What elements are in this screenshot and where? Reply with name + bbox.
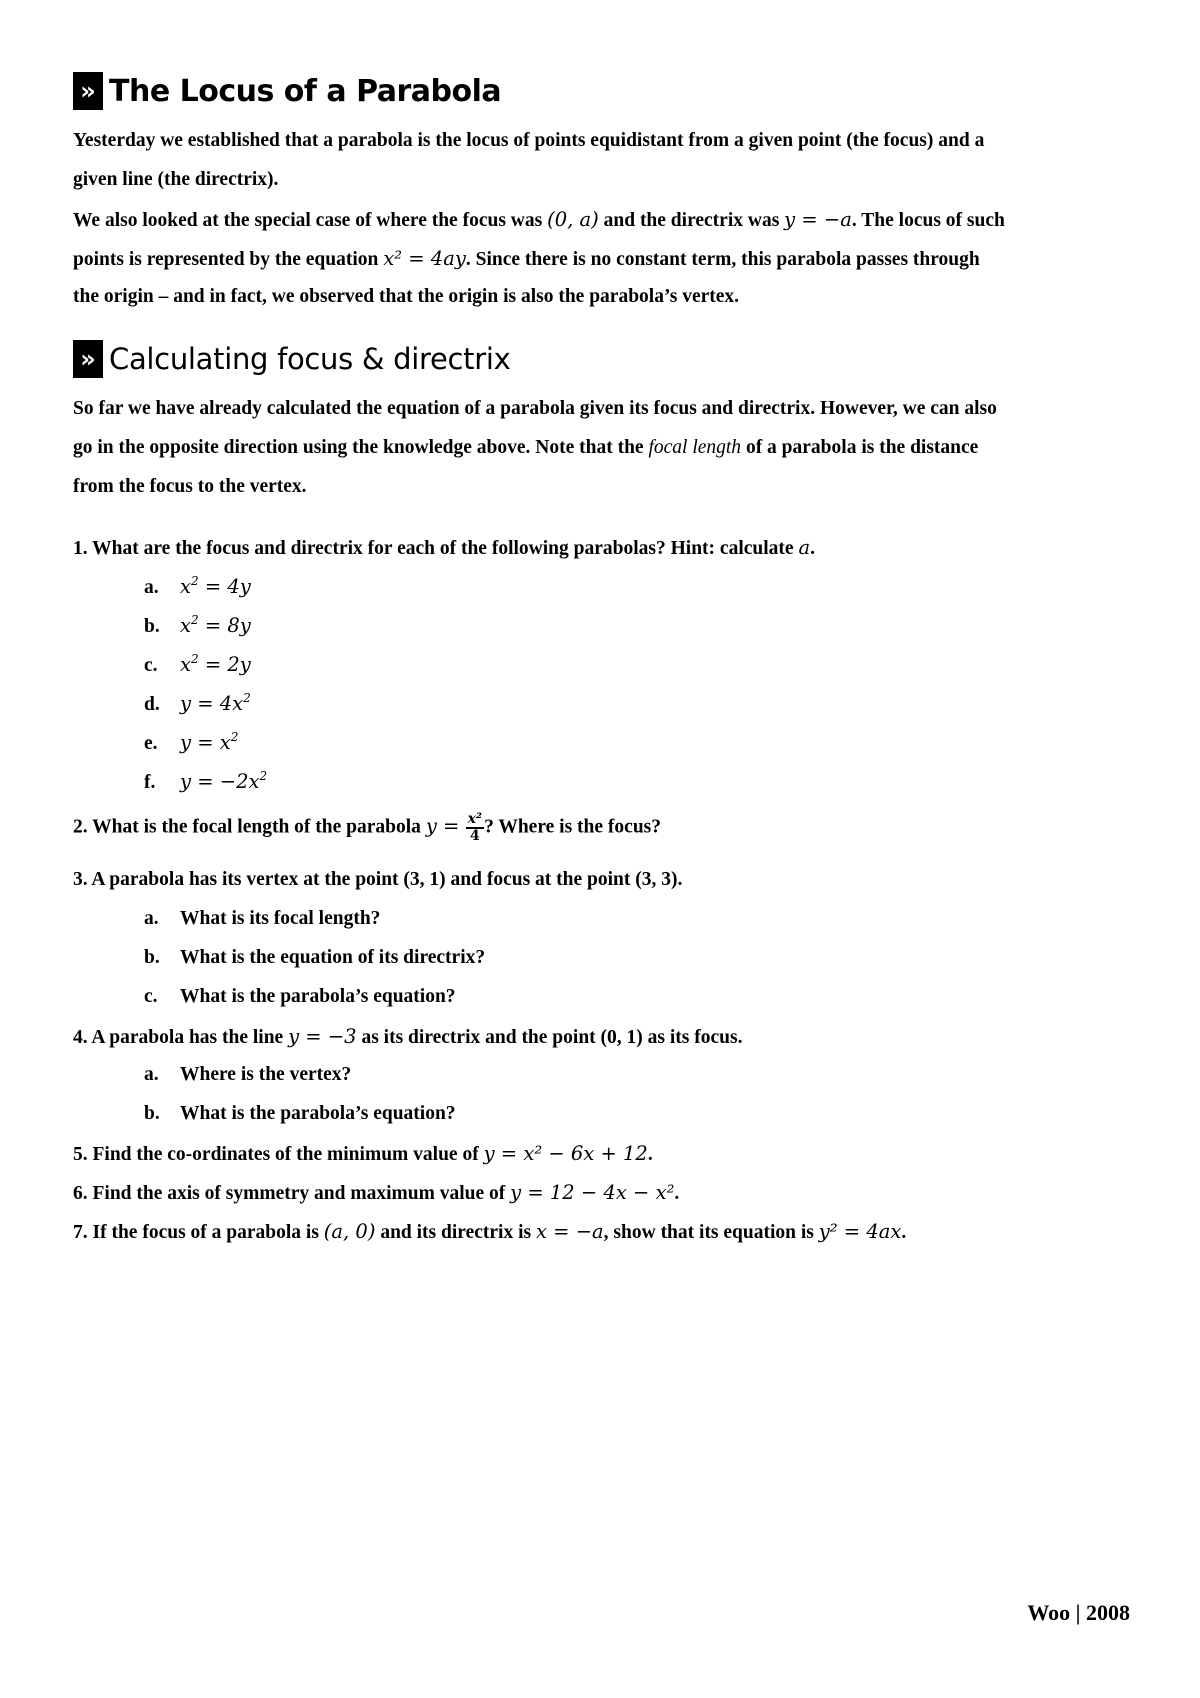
text-span: . [901,1222,907,1243]
math-expression [180,575,251,598]
math-expression [180,731,238,754]
math-expression [180,614,251,637]
sub-label: b. [144,1103,160,1124]
sub-question [144,692,251,716]
math-expression: y = −a [784,208,852,231]
question-text: 5. Find the co-ordinates of the minimum value of [73,1144,484,1165]
sub-label: f. [144,772,156,793]
text-span: . [647,1144,653,1165]
section-heading-locus [73,72,501,110]
math-part: y = 4x [180,692,244,715]
paragraph-line: the origin – and in fact, we observed that the origin is also the parabola’s vertex. [73,286,740,307]
section-heading-focus-directrix [73,340,510,378]
text-span: . [810,538,815,559]
sub-question [144,908,380,930]
paragraph-line: given line (the directrix). [73,169,279,190]
paragraph-line [73,247,980,271]
emphasis-text: focal length [648,437,742,458]
sub-question-text: What is the equation of its directrix? [180,947,486,968]
math-expression: y = −3 [288,1025,357,1048]
text-span: and the directrix was [598,210,785,231]
sub-question-text: What is the parabola’s equation? [180,986,456,1007]
paragraph-line: So far we have already calculated the equation of a parabola given its focus and directrix. However, we can also [73,398,997,419]
sub-question [144,770,267,794]
question-text: 1. What are the focus and directrix for each of the following parabolas? Hint: calculate [73,538,799,559]
math-part: x [180,575,191,598]
math-expression [180,653,251,676]
sub-question [144,947,485,969]
text-span: . Since there is no constant term, this parabola passes through [465,249,980,270]
math-expression [180,692,251,715]
paragraph-line: Yesterday we established that a parabola is the locus of points equidistant from a given point (the focus) and a [73,130,985,151]
math-expression: y² = 4ax [818,1220,902,1243]
sub-question [144,653,251,677]
heading-title: The Locus of a Parabola [109,73,502,109]
heading-title: Calculating focus & directrix [109,342,511,376]
heading-marker: » [73,340,103,378]
text-span: . The locus of such [851,210,1005,231]
superscript: 2 [230,730,239,744]
math-part: = 2y [198,653,251,676]
fraction-numerator: x² [467,811,483,827]
sub-label: d. [144,694,160,715]
superscript: 2 [191,652,199,666]
paragraph-line: from the focus to the vertex. [73,476,307,497]
paragraph-line [73,208,1005,232]
math-expression: (a, 0) [323,1220,376,1243]
sub-label: a. [144,908,159,929]
sub-question [144,1064,351,1086]
sub-label: c. [144,655,158,676]
question-text: 7. If the focus of a parabola is [73,1222,324,1243]
question-7 [73,1220,906,1244]
math-part: y = x [180,731,231,754]
question-3: 3. A parabola has its vertex at the point (3, 1) and focus at the point (3, 3). [73,869,683,890]
superscript: 2 [259,769,268,783]
math-expression: y = x² − 6x + 12 [483,1142,648,1165]
text-span: . [674,1183,680,1204]
question-6 [73,1181,679,1205]
sub-question [144,731,238,755]
sub-label: e. [144,733,158,754]
sub-question-text: Where is the vertex? [180,1064,352,1085]
math-part: y = −2x [180,770,260,793]
text-span: and its directrix is [375,1222,536,1243]
superscript: 2 [243,691,251,705]
paragraph-line [73,437,978,459]
text-span: We also looked at the special case of where the focus was [73,210,548,231]
math-expression: y = [425,814,466,838]
math-part: x [180,614,191,637]
sub-question-text: What is its focal length? [180,908,381,929]
text-span: , show that its equation is [603,1222,819,1243]
sub-label: c. [144,986,158,1007]
sub-question [144,575,251,599]
fraction-denominator: 4 [469,828,480,844]
math-expression: a [798,536,811,559]
math-expression [180,770,267,793]
sub-question [144,986,456,1008]
sub-question [144,614,251,638]
heading-marker: » [73,72,103,110]
sub-label: b. [144,947,160,968]
question-4 [73,1025,742,1049]
math-expression: x = −a [535,1220,604,1243]
math-expression: y = 12 − 4x − x² [510,1181,675,1204]
text-span: points is represented by the equation [73,249,384,270]
math-expression: (0, a) [547,208,599,231]
fraction [466,812,484,844]
math-part: = 4y [198,575,251,598]
question-text: 2. What is the focal length of the parabola [73,816,426,838]
math-part: = 8y [198,614,251,637]
sub-label: a. [144,577,159,598]
question-text: 6. Find the axis of symmetry and maximum value of [73,1183,511,1204]
text-span: of a parabola is the distance [741,437,979,458]
superscript: 2 [191,574,199,588]
sub-label: a. [144,1064,159,1085]
math-expression: x² = 4ay [383,247,466,270]
question-text: 4. A parabola has the line [73,1027,289,1048]
superscript: 2 [191,613,199,627]
text-span: go in the opposite direction using the knowledge above. Note that the [73,437,649,458]
question-1 [73,536,815,560]
sub-label: b. [144,616,160,637]
text-span: as its directrix and the point (0, 1) as its focus. [356,1027,743,1048]
question-2 [73,812,661,844]
math-part: x [180,653,191,676]
question-5 [73,1142,653,1166]
sub-question [144,1103,456,1125]
text-span: ? Where is the focus? [484,816,662,838]
sub-question-text: What is the parabola’s equation? [180,1103,456,1124]
page-footer: Woo | 2008 [1027,1600,1130,1625]
